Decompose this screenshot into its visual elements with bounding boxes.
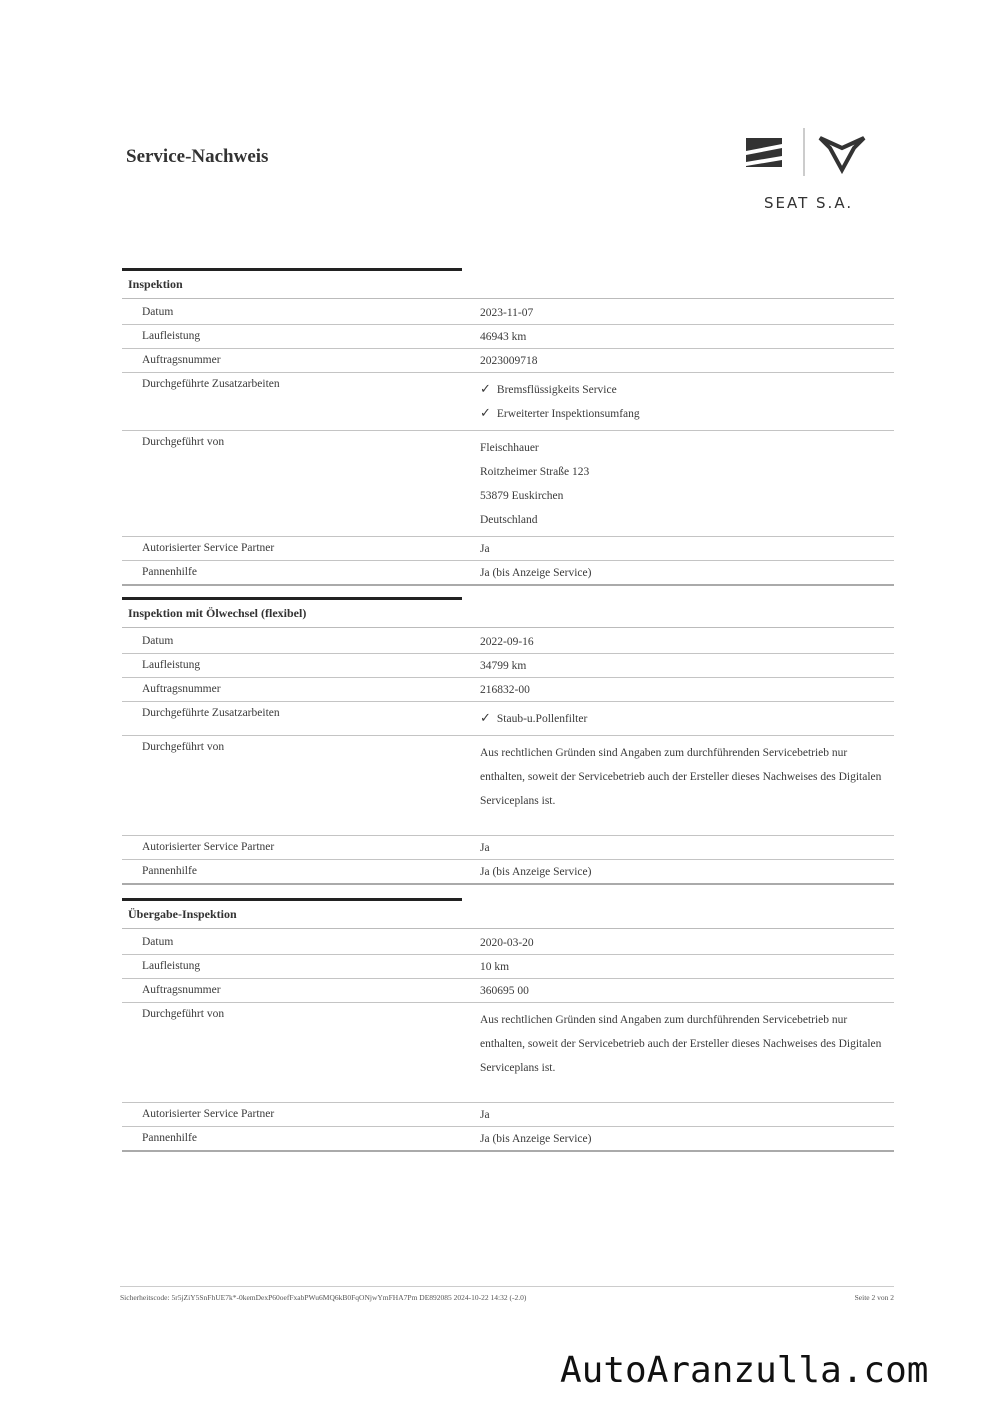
- row-label: Pannenhilfe: [142, 566, 197, 578]
- row-label: Durchgeführt von: [142, 741, 225, 753]
- row-label: Durchgeführte Zusatzarbeiten: [142, 707, 280, 719]
- table-row: [122, 537, 894, 561]
- address-line: Roitzheimer Straße 123: [480, 466, 590, 478]
- row-value: Ja: [480, 842, 490, 854]
- row-value: 2023-11-07: [480, 307, 534, 319]
- brand-logo: [744, 126, 868, 216]
- table-row: [122, 1127, 894, 1152]
- checklist-item-text: Bremsflüssigkeits Service: [496, 384, 617, 396]
- table-row: [122, 860, 894, 885]
- section-header: [122, 597, 462, 626]
- row-value: 216832-00: [480, 684, 530, 696]
- page-title: Service-Nachweis: [126, 146, 269, 167]
- watermark: AutoAranzulla.com: [560, 1350, 929, 1391]
- address-line: 53879 Euskirchen: [480, 490, 564, 502]
- row-label: Pannenhilfe: [142, 865, 197, 877]
- seat-logo-icon: [744, 126, 868, 182]
- checklist-item: [480, 402, 894, 426]
- table-row: [122, 373, 894, 431]
- row-value: 46943 km: [480, 331, 527, 343]
- checklist-item-text: Erweiterter Inspektionsumfang: [496, 408, 640, 420]
- row-value: 2022-09-16: [480, 636, 534, 648]
- brand-name: SEAT S.A.: [764, 194, 854, 212]
- row-label: Datum: [142, 936, 174, 948]
- row-value: Ja (bis Anzeige Service): [480, 1133, 592, 1145]
- table-row: [122, 431, 894, 537]
- table-row: [122, 955, 894, 979]
- checklist-item: [480, 378, 894, 402]
- table-row: [122, 736, 894, 836]
- section-title: Inspektion: [128, 277, 183, 291]
- row-label: Durchgeführt von: [142, 1008, 225, 1020]
- table-row: [122, 931, 894, 955]
- table-row: [122, 678, 894, 702]
- row-value: Ja: [480, 1109, 490, 1121]
- row-value: [480, 702, 894, 735]
- address-line: Deutschland: [480, 514, 538, 526]
- table-row: [122, 836, 894, 860]
- section-title: Übergabe-Inspektion: [128, 907, 237, 921]
- footer: [120, 1286, 894, 1302]
- row-value: [480, 431, 894, 536]
- checkmark-icon: ✓: [480, 711, 491, 726]
- row-label: Autorisierter Service Partner: [142, 542, 275, 554]
- row-value: 10 km: [480, 961, 510, 973]
- table-row: [122, 349, 894, 373]
- row-label: Auftragsnummer: [142, 354, 221, 366]
- table-row: [122, 1003, 894, 1103]
- checklist-item-text: Staub-u.Pollenfilter: [496, 713, 588, 725]
- section-header: [122, 898, 462, 927]
- row-value: [480, 1003, 894, 1102]
- legal-note: Aus rechtlichen Gründen sind Angaben zum durchführenden Servicebetrieb nur enthalten, soweit der Servicebetrieb auch der Ersteller dieses Nachweises des Digitalen Serviceplans ist.: [480, 747, 882, 807]
- section-title: Inspektion mit Ölwechsel (flexibel): [128, 606, 307, 620]
- row-label: Laufleistung: [142, 330, 201, 342]
- row-label: Auftragsnummer: [142, 984, 221, 996]
- row-value: 34799 km: [480, 660, 527, 672]
- table-row: [122, 1103, 894, 1127]
- table-row: [122, 979, 894, 1003]
- service-section: [122, 268, 894, 586]
- table-row: [122, 301, 894, 325]
- security-code: Sicherheitscode: 5r5jZiY5SnFhUE7k*-0kemDexP60oefFxabPWu6MQ6kB0FqONjwYmFHA7Pm DE892085 2024-10-22 14:32 (-2.0): [120, 1293, 527, 1302]
- service-section: [122, 898, 894, 1152]
- address-line: Fleischhauer: [480, 442, 539, 454]
- row-label: Autorisierter Service Partner: [142, 841, 275, 853]
- table-row: [122, 702, 894, 736]
- checklist-item: [480, 707, 894, 731]
- row-value: 360695 00: [480, 985, 529, 997]
- service-section: [122, 597, 894, 885]
- row-label: Laufleistung: [142, 960, 201, 972]
- row-value: [480, 373, 894, 430]
- page-number: Seite 2 von 2: [854, 1293, 894, 1302]
- row-label: Datum: [142, 306, 174, 318]
- table-row: [122, 630, 894, 654]
- checkmark-icon: ✓: [480, 382, 491, 397]
- row-value: Ja: [480, 543, 490, 555]
- row-value: 2020-03-20: [480, 937, 534, 949]
- row-value: 2023009718: [480, 355, 538, 367]
- legal-note: Aus rechtlichen Gründen sind Angaben zum durchführenden Servicebetrieb nur enthalten, soweit der Servicebetrieb auch der Ersteller dieses Nachweises des Digitalen Serviceplans ist.: [480, 1014, 882, 1074]
- row-value: [480, 736, 894, 835]
- row-label: Pannenhilfe: [142, 1132, 197, 1144]
- table-row: [122, 325, 894, 349]
- row-label: Autorisierter Service Partner: [142, 1108, 275, 1120]
- row-value: Ja (bis Anzeige Service): [480, 866, 592, 878]
- table-row: [122, 654, 894, 678]
- checkmark-icon: ✓: [480, 406, 491, 421]
- row-value: Ja (bis Anzeige Service): [480, 567, 592, 579]
- row-label: Durchgeführt von: [142, 436, 225, 448]
- row-label: Durchgeführte Zusatzarbeiten: [142, 378, 280, 390]
- row-label: Datum: [142, 635, 174, 647]
- section-header: [122, 268, 462, 297]
- row-label: Laufleistung: [142, 659, 201, 671]
- table-row: [122, 561, 894, 586]
- row-label: Auftragsnummer: [142, 683, 221, 695]
